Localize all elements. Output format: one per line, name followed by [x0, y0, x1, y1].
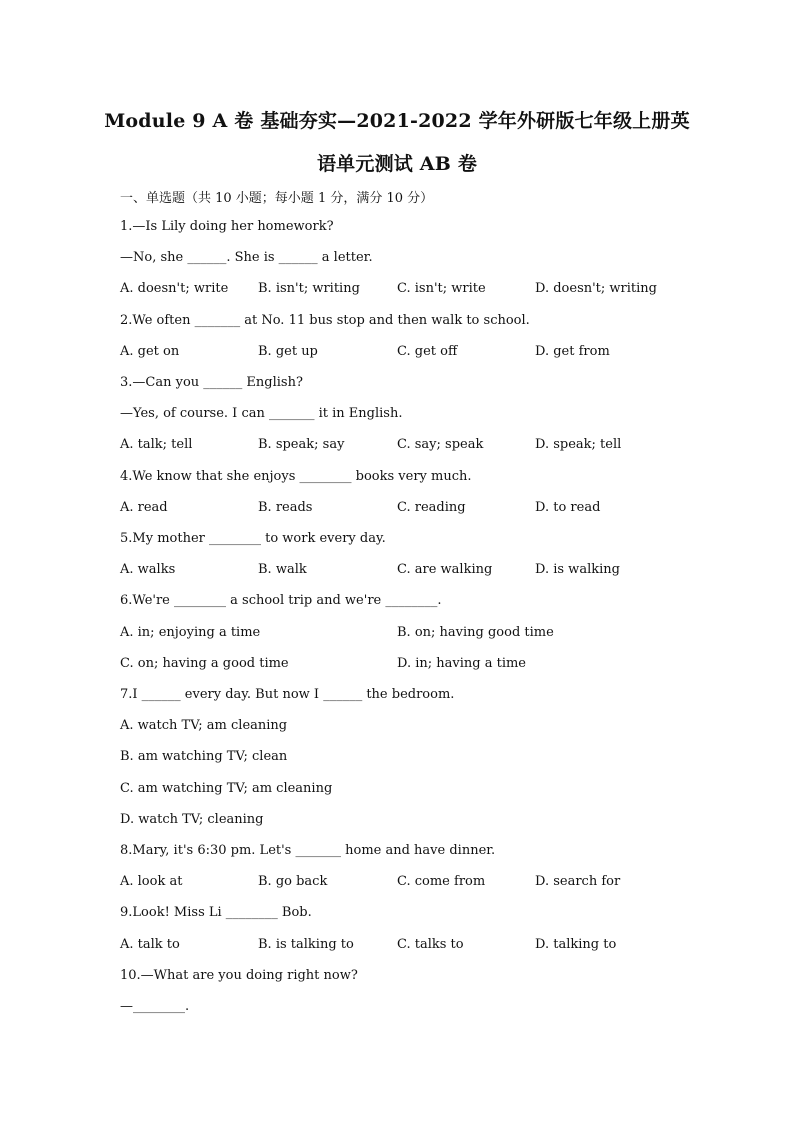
question-2-option-a: A. get on [120, 344, 180, 359]
question-3-option-d: D. speak; tell [535, 437, 622, 452]
question-5-option-b: B. walk [258, 562, 307, 577]
question-8-stem: 8.Mary, it's 6:30 pm. Let's _______ home and have dinner. [120, 843, 496, 858]
question-2-option-d: D. get from [535, 344, 610, 359]
question-3-option-a: A. talk; tell [120, 437, 193, 452]
question-7-option-b: B. am watching TV; clean [120, 749, 288, 764]
question-5-option-c: C. are walking [397, 562, 493, 577]
question-6-option-d: D. in; having a time [397, 656, 527, 671]
question-1-stem-2: —No, she ______. She is ______ a letter. [120, 250, 373, 265]
question-1-stem: 1.—Is Lily doing her homework? [120, 219, 334, 234]
question-7-option-c: C. am watching TV; am cleaning [120, 781, 333, 796]
question-4-option-c: C. reading [397, 500, 466, 515]
question-8-option-d: D. search for [535, 874, 621, 889]
question-4-stem: 4.We know that she enjoys ________ books very much. [120, 469, 472, 484]
question-10-stem-2: —________. [120, 999, 190, 1014]
question-6-stem: 6.We're ________ a school trip and we're ________. [120, 593, 442, 608]
question-1-option-c: C. isn't; write [397, 281, 486, 296]
exam-title-line-1: Module 9 A 卷 基础夯实—2021-2022 学年外研版七年级上册英 [104, 110, 690, 132]
question-6-option-b: B. on; having good time [397, 625, 554, 640]
question-1-option-b: B. isn't; writing [258, 281, 360, 296]
question-3-option-b: B. speak; say [258, 437, 345, 452]
question-3-option-c: C. say; speak [397, 437, 484, 452]
question-8-option-c: C. come from [397, 874, 486, 889]
question-4-option-d: D. to read [535, 500, 601, 515]
question-4-option-b: B. reads [258, 500, 313, 515]
question-5-option-d: D. is walking [535, 562, 620, 577]
question-3-stem: 3.—Can you ______ English? [120, 375, 303, 390]
question-1-option-d: D. doesn't; writing [535, 281, 657, 296]
question-9-option-d: D. talking to [535, 937, 617, 952]
question-10-stem: 10.—What are you doing right now? [120, 968, 358, 983]
question-9-option-a: A. talk to [120, 937, 180, 952]
question-1-option-a: A. doesn't; write [120, 281, 229, 296]
question-9-option-b: B. is talking to [258, 937, 354, 952]
question-2-option-b: B. get up [258, 344, 318, 359]
question-9-stem: 9.Look! Miss Li ________ Bob. [120, 905, 312, 920]
exam-title-line-2: 语单元测试 AB 卷 [316, 153, 478, 175]
question-3-stem-2: —Yes, of course. I can _______ it in English. [120, 406, 403, 421]
question-6-option-a: A. in; enjoying a time [120, 625, 261, 640]
question-2-stem: 2.We often _______ at No. 11 bus stop and then walk to school. [120, 313, 530, 328]
question-7-stem: 7.I ______ every day. But now I ______ the bedroom. [120, 687, 455, 702]
question-5-option-a: A. walks [120, 562, 176, 577]
question-7-option-d: D. watch TV; cleaning [120, 812, 264, 827]
question-9-option-c: C. talks to [397, 937, 464, 952]
question-8-option-b: B. go back [258, 874, 328, 889]
question-6-option-c: C. on; having a good time [120, 656, 289, 671]
question-8-option-a: A. look at [120, 874, 183, 889]
question-7-option-a: A. watch TV; am cleaning [120, 718, 288, 733]
question-4-option-a: A. read [120, 500, 168, 515]
question-5-stem: 5.My mother ________ to work every day. [120, 531, 386, 546]
section-heading: 一、单选题（共 10 小题；每小题 1 分，满分 10 分） [120, 191, 434, 206]
question-2-option-c: C. get off [397, 344, 458, 359]
